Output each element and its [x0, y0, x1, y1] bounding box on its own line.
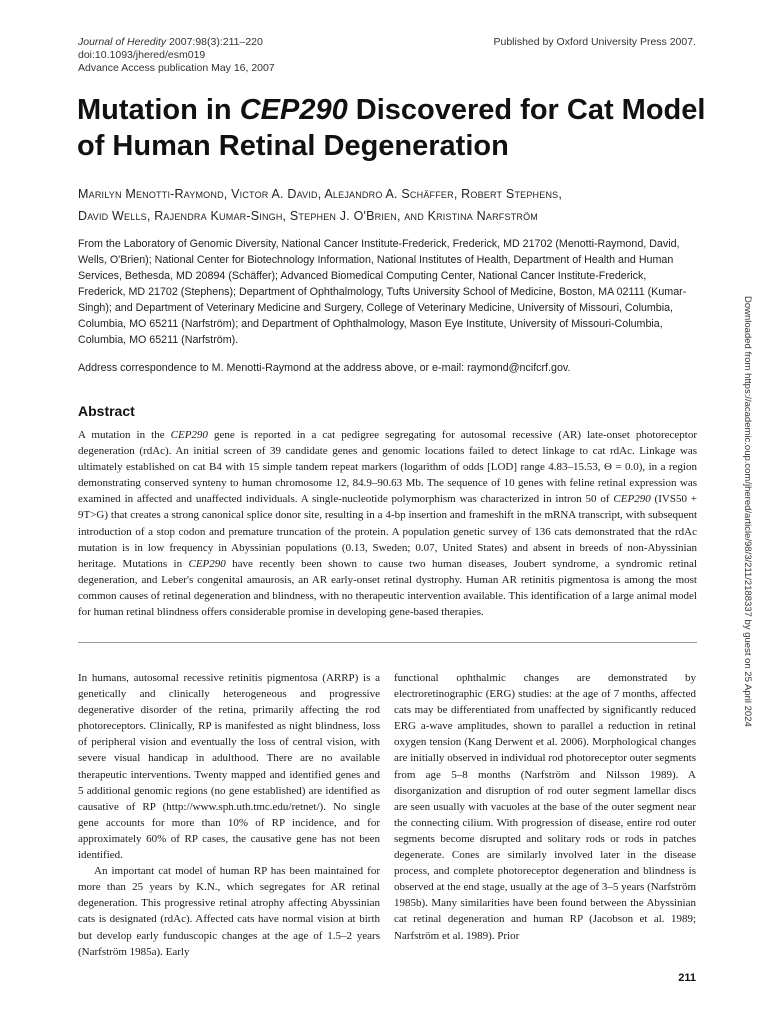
body-column-right	[394, 670, 696, 944]
download-watermark-text: Downloaded from https://academic.oup.com/jhered/article/98/3/211/2188337 by guest on 25 April 2024	[742, 296, 753, 727]
doi: doi:10.1093/jhered/esm019	[78, 49, 206, 61]
author-line-2: David Wells, Rajendra Kumar-Singh, Stephen J. O'Brien, and Kristina Narfström	[78, 209, 539, 223]
advance-access-note: Advance Access publication May 16, 2007	[78, 62, 275, 74]
abstract-heading: Abstract	[78, 403, 135, 419]
journal-citation: 2007:98(3):211–220	[166, 36, 263, 48]
section-divider	[78, 642, 697, 643]
abstract-segment: have recently been shown to cause two human diseases, Joubert syndrome, a syndromic retinal degeneration, and Leber's congenital amaurosis, an AR early-onset retinal dystrophy. Human AR retinitis pigmentosa is among the most common causes of retinal degeneration and blindness, with no therapeutic intervention available. This identification of a large animal model for human retinal blindness offers considerable promise in developing gene-based therapies.	[78, 557, 697, 619]
author-line-1: Marilyn Menotti-Raymond, Victor A. David, Alejandro A. Schäffer, Robert Stephens,	[78, 187, 563, 201]
affiliations: From the Laboratory of Genomic Diversity, National Cancer Institute-Frederick, Frederick, MD 21702 (Menotti-Raymond, David, Wells, O'Brien); National Center for Biotechnology Information, National Institutes of Health, Department of Health and Human Services, Bethesda, MD 20894 (Schäffer); Advanced Biomedical Computing Center, National Cancer Institute-Frederick, Frederick, MD 21702 (Stephens); Department of Ophthalmology, Tufts University School of Medicine, Boston, MA 02111 (Kumar-Singh); and Department of Veterinary Medicine and Surgery, College of Veterinary Medicine, University of Missouri, Columbia, Columbia, MO 65211 (Narfström); and Department of Ophthalmology, Mason Eye Institute, University of Missouri-Columbia, Columbia, MO 65211 (Narfström).	[78, 238, 687, 346]
abstract-segment: gene is reported in a cat pedigree segregating for autosomal recessive (AR) late-onset photoreceptor degeneration (rdAc). An initial screen of 39 candidate genes and genomic locations failed to detect linkage to cat rdAc. Linkage was ultimately established on cat B4 with 15 simple tandem repeat markers (logarithm of odds [LOD] range 4.83–15.53, Θ = 0.0), in a region demonstrating conserved synteny to human chromosome 12, 84.9–90.63 Mb. The sequence of 10 genes with feline retinal expression was examined in affected and unaffected individuals. A single-nucleotide polymorphism was characterized in intron 50 of	[78, 429, 697, 506]
article-title	[77, 92, 717, 164]
correspondence-address: Address correspondence to M. Menotti-Raymond at the address above, or e-mail: raymond@ncifcrf.gov.	[78, 362, 571, 374]
publisher-note: Published by Oxford University Press 2007.	[493, 36, 696, 48]
running-header-citation	[78, 36, 275, 75]
gene-name: CEP290	[613, 493, 651, 506]
body-paragraph: functional ophthalmic changes are demonstrated by electroretinographic (ERG) studies: at the age of 7 months, affected cats may be differentiated from unaffected by significantly reduced ERG a-wave amplitudes, shown to parallel a reduction in retinal oxygen tension (Kang Derwent et al. 2006). Morphological changes are initially observed in individual rod photoreceptor outer segments from age 5–8 months (Narfström and Nilsson 1989). A disorganization and disruption of rod outer segment lamellar discs are seen usually with vacuoles at the base of the outer segment near the connecting cilium. With progression of disease, entire rod outer segments become disrupted and solitary rods or rods in patches degenerate. Cones are similarly involved later in the disease process, and complete photoreceptor degeneration and blindness is observed at the end stage, usually at the age of 3–5 years (Narfström 1985b). Many similarities have been found between the Abyssinian cat retinal degeneration and human RP (Jacobson et al. 1989; Narfström et al. 1989). Prior	[394, 672, 696, 942]
title-part-2: Discovered for Cat Model of Human Retinal Degeneration	[77, 94, 706, 162]
journal-name: Journal of Heredity	[78, 36, 167, 48]
body-column-left	[78, 670, 380, 960]
abstract-text	[78, 427, 697, 620]
body-paragraph: In humans, autosomal recessive retinitis pigmentosa (ARRP) is a genetically and clinically heterogeneous and progressive degenerative disorder of the retina, primarily affecting the rod photoreceptors. Clinically, RP is manifested as night blindness, loss of peripheral vision and eventually the loss of central vision, with severe visual handicap in adulthood. There are no available therapeutic interventions. Twenty mapped and identified genes and 5 additional genomic regions (no gene established) are identified as causative of RP (http://www.sph.uth.tmc.edu/retnet/). No single gene accounts for more than 10% of RP incidence, and for approximately 60% of RP cases, the causative gene has not been identified.	[78, 672, 380, 862]
abstract-segment: A mutation in the	[78, 429, 171, 441]
body-paragraph: An important cat model of human RP has been maintained for more than 25 years by K.N., which segregates for AR retinal degeneration. This progressive retinal atrophy affecting Abyssinian cats is designated (rdAc). Affected cats have normal vision at birth but develop early funduscopic changes at the age of 1.5–2 years (Narfström 1985a). Early	[78, 865, 380, 958]
abstract-segment: (IVS50 + 9T>G) that creates a strong canonical splice donor site, resulting in a 4-bp insertion and frameshift in the mRNA transcript, with subsequent introduction of a stop codon and premature truncation of the protein. A population genetic survey of 136 cats demonstrated that the rdAc mutation is in low frequency in Abyssinian populations (0.13, Sweden; 0.07, United States) and absent in breeds of non-Abyssinian heritage. Mutations in	[78, 493, 697, 570]
title-gene: CEP290	[239, 94, 348, 126]
gene-name: CEP290	[188, 557, 226, 570]
author-list	[78, 183, 708, 227]
gene-name: CEP290	[170, 429, 208, 441]
title-part-1: Mutation in	[77, 94, 240, 126]
page-number: 211	[678, 972, 696, 984]
download-watermark	[742, 296, 754, 736]
